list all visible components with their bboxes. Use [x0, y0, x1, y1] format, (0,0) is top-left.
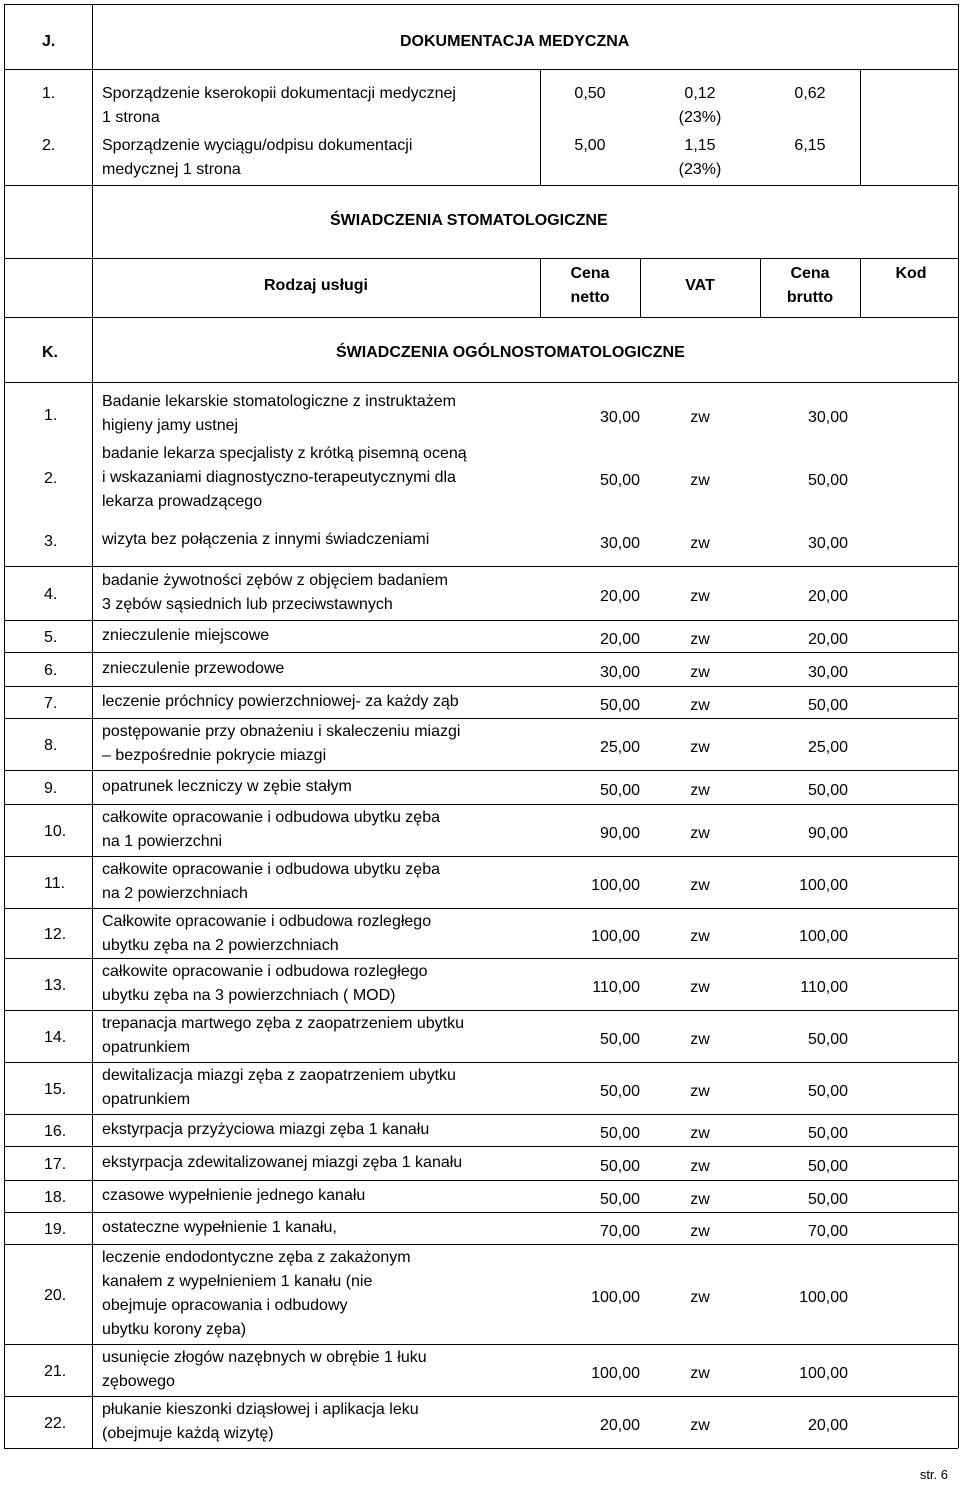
row-number: 14. — [44, 1029, 67, 1046]
row-vat: zw — [690, 664, 710, 681]
row-vat: zw — [690, 1191, 710, 1208]
row-vat: zw — [690, 1083, 710, 1100]
grid-line — [4, 958, 958, 959]
j-item-price-net: 5,00 — [574, 137, 606, 154]
grid-line — [4, 4, 5, 1448]
row-price-net: 25,00 — [599, 739, 640, 756]
row-description: higieny jamy ustnej — [102, 417, 239, 434]
row-description: obejmuje opracowania i odbudowy — [102, 1297, 348, 1314]
grid-line — [4, 1114, 958, 1115]
grid-line — [4, 718, 958, 719]
grid-line — [4, 620, 958, 621]
row-price-gross: 50,00 — [807, 472, 848, 489]
row-price-net: 20,00 — [599, 1417, 640, 1434]
j-item-description: Sporządzenie wyciągu/odpisu dokumentacji — [102, 137, 413, 154]
grid-line — [4, 4, 958, 5]
row-number: 2. — [44, 470, 58, 487]
row-description: – bezpośrednie pokrycie miazgi — [102, 747, 327, 764]
row-price-net: 90,00 — [599, 825, 640, 842]
row-price-gross: 25,00 — [807, 739, 848, 756]
row-description: ekstyrpacja przyżyciowa miazgi zęba 1 kanału — [102, 1121, 430, 1138]
row-description: trepanacja martwego zęba z zaopatrzeniem ubytku — [102, 1015, 464, 1032]
j-item-description: medycznej 1 strona — [102, 161, 241, 178]
row-description: czasowe wypełnienie jednego kanału — [102, 1187, 366, 1204]
row-vat: zw — [690, 1365, 710, 1382]
row-number: 18. — [44, 1189, 67, 1206]
row-description: znieczulenie miejscowe — [102, 627, 270, 644]
row-vat: zw — [690, 782, 710, 799]
grid-line — [4, 804, 958, 805]
row-description: płukanie kieszonki dziąsłowej i aplikacja leku — [102, 1401, 419, 1418]
row-number: 6. — [44, 662, 58, 679]
row-description: na 1 powierzchni — [102, 833, 223, 850]
row-number: 20. — [44, 1287, 67, 1304]
j-item-price-net: 0,50 — [574, 85, 606, 102]
row-number: 4. — [44, 586, 58, 603]
row-price-gross: 100,00 — [799, 877, 848, 894]
row-description: opatrunkiem — [102, 1039, 191, 1056]
row-description: opatrunek leczniczy w zębie stałym — [102, 778, 352, 795]
j-item-vat-rate: (23%) — [678, 109, 722, 126]
row-description: leczenie próchnicy powierzchniowej- za każdy ząb — [102, 693, 459, 710]
row-description: całkowite opracowanie i odbudowa ubytku zęba — [102, 809, 440, 826]
row-price-net: 50,00 — [599, 1125, 640, 1142]
row-number: 7. — [44, 695, 58, 712]
section-stomat-title: ŚWIADCZENIA STOMATOLOGICZNE — [330, 212, 608, 229]
grid-line — [4, 686, 958, 687]
section-j-title: DOKUMENTACJA MEDYCZNA — [400, 33, 630, 50]
row-price-net: 20,00 — [599, 631, 640, 648]
row-vat: zw — [690, 1289, 710, 1306]
row-description: kanałem z wypełnieniem 1 kanału (nie — [102, 1273, 373, 1290]
j-item-price-gross: 6,15 — [794, 137, 826, 154]
grid-line — [4, 566, 958, 567]
grid-line — [4, 770, 958, 771]
j-item-description: Sporządzenie kserokopii dokumentacji medycznej — [102, 85, 456, 102]
grid-line — [4, 1010, 958, 1011]
row-price-gross: 100,00 — [799, 928, 848, 945]
j-item-vat: 1,15 — [684, 137, 716, 154]
page-number: str. 6 — [919, 1467, 948, 1482]
row-price-gross: 50,00 — [807, 1158, 848, 1175]
row-price-gross: 30,00 — [807, 409, 848, 426]
grid-line — [4, 1062, 958, 1063]
grid-line — [4, 1244, 958, 1245]
row-price-net: 30,00 — [599, 409, 640, 426]
row-description: (obejmuje każdą wizytę) — [102, 1425, 274, 1442]
row-price-gross: 30,00 — [807, 535, 848, 552]
row-description: 3 zębów sąsiednich lub przeciwstawnych — [102, 596, 393, 613]
grid-line — [4, 1396, 958, 1397]
grid-line — [4, 1146, 958, 1147]
row-price-net: 50,00 — [599, 1158, 640, 1175]
header-code: Kod — [895, 265, 927, 282]
header-service: Rodzaj usługi — [264, 277, 368, 294]
header-vat: VAT — [685, 277, 715, 294]
row-vat: zw — [690, 928, 710, 945]
row-price-net: 110,00 — [592, 979, 640, 996]
row-description: ubytku korony zęba) — [102, 1321, 247, 1338]
row-vat: zw — [690, 1031, 710, 1048]
row-vat: zw — [690, 1158, 710, 1175]
row-vat: zw — [690, 877, 710, 894]
row-description: usunięcie złogów nazębnych w obrębie 1 łuku — [102, 1349, 427, 1366]
row-price-gross: 50,00 — [807, 1083, 848, 1100]
grid-line — [4, 1180, 958, 1181]
grid-line — [4, 69, 958, 70]
row-price-net: 50,00 — [599, 782, 640, 799]
section-k-letter: K. — [42, 344, 58, 361]
grid-line — [4, 856, 958, 857]
row-vat: zw — [690, 535, 710, 552]
row-vat: zw — [690, 1125, 710, 1142]
row-description: Badanie lekarskie stomatologiczne z instruktażem — [102, 393, 456, 410]
grid-line — [92, 4, 93, 1448]
row-description: badanie żywotności zębów z objęciem badaniem — [102, 572, 448, 589]
row-price-gross: 20,00 — [807, 631, 848, 648]
row-price-gross: 50,00 — [807, 1191, 848, 1208]
grid-line — [4, 1344, 958, 1345]
row-number: 15. — [44, 1081, 67, 1098]
grid-line — [4, 382, 958, 383]
grid-line — [860, 258, 861, 317]
row-description: leczenie endodontyczne zęba z zakażonym — [102, 1249, 411, 1266]
header-price-net: netto — [570, 289, 610, 306]
row-description: zębowego — [102, 1373, 175, 1390]
row-description: całkowite opracowanie i odbudowa ubytku zęba — [102, 861, 440, 878]
row-number: 22. — [44, 1415, 67, 1432]
row-number: 16. — [44, 1123, 67, 1140]
row-number: 8. — [44, 737, 58, 754]
grid-line — [860, 69, 861, 185]
row-price-net: 100,00 — [591, 877, 640, 894]
row-description: postępowanie przy obnażeniu i skaleczeniu miazgi — [102, 723, 461, 740]
j-item-vat-rate: (23%) — [678, 161, 722, 178]
row-price-gross: 100,00 — [799, 1289, 848, 1306]
row-number: 10. — [44, 823, 67, 840]
row-price-gross: 70,00 — [807, 1223, 848, 1240]
j-item-number: 1. — [42, 85, 56, 102]
row-number: 9. — [44, 780, 58, 797]
j-item-number: 2. — [42, 137, 56, 154]
grid-line — [4, 908, 958, 909]
row-price-net: 100,00 — [591, 1289, 640, 1306]
row-number: 5. — [44, 629, 58, 646]
row-vat: zw — [690, 1223, 710, 1240]
j-item-vat: 0,12 — [684, 85, 716, 102]
row-price-gross: 110,00 — [800, 979, 848, 996]
row-price-gross: 20,00 — [807, 1417, 848, 1434]
row-price-gross: 90,00 — [807, 825, 848, 842]
row-description: znieczulenie przewodowe — [102, 660, 285, 677]
row-number: 1. — [44, 407, 58, 424]
row-description: ubytku zęba na 3 powierzchniach ( MOD) — [102, 987, 396, 1004]
row-description: wizyta bez połączenia z innymi świadczeniami — [102, 531, 430, 548]
row-vat: zw — [690, 697, 710, 714]
row-price-gross: 50,00 — [807, 697, 848, 714]
row-price-gross: 50,00 — [807, 1031, 848, 1048]
row-vat: zw — [690, 588, 710, 605]
row-description: Całkowite opracowanie i odbudowa rozległego — [102, 913, 432, 930]
row-description: ubytku zęba na 2 powierzchniach — [102, 937, 339, 954]
row-vat: zw — [690, 409, 710, 426]
row-vat: zw — [690, 1417, 710, 1434]
row-number: 3. — [44, 533, 58, 550]
row-price-net: 100,00 — [591, 1365, 640, 1382]
row-price-gross: 100,00 — [799, 1365, 848, 1382]
row-description: opatrunkiem — [102, 1091, 191, 1108]
row-price-gross: 30,00 — [807, 664, 848, 681]
grid-line — [4, 258, 958, 259]
row-price-net: 50,00 — [599, 1031, 640, 1048]
row-price-gross: 20,00 — [807, 588, 848, 605]
row-description: na 2 powierzchniach — [102, 885, 248, 902]
j-item-price-gross: 0,62 — [794, 85, 826, 102]
row-description: i wskazaniami diagnostyczno-terapeutycznymi dla — [102, 469, 456, 486]
row-price-net: 30,00 — [599, 664, 640, 681]
row-vat: zw — [690, 825, 710, 842]
row-description: ostateczne wypełnienie 1 kanału, — [102, 1219, 337, 1236]
row-price-net: 20,00 — [599, 588, 640, 605]
row-vat: zw — [690, 472, 710, 489]
row-price-net: 70,00 — [599, 1223, 640, 1240]
row-number: 11. — [44, 875, 66, 892]
header-price-net: Cena — [570, 265, 610, 282]
row-vat: zw — [690, 739, 710, 756]
row-number: 19. — [44, 1221, 67, 1238]
section-j-letter: J. — [42, 33, 56, 50]
grid-line — [4, 1212, 958, 1213]
section-k-title: ŚWIADCZENIA OGÓLNOSTOMATOLOGICZNE — [336, 344, 685, 361]
grid-line — [4, 317, 958, 318]
row-description: ekstyrpacja zdewitalizowanej miazgi zęba 1 kanału — [102, 1154, 463, 1171]
row-number: 13. — [44, 977, 67, 994]
grid-line — [4, 1448, 958, 1449]
grid-line — [4, 185, 958, 186]
row-price-net: 50,00 — [599, 697, 640, 714]
row-number: 17. — [44, 1156, 67, 1173]
row-description: badanie lekarza specjalisty z krótką pisemną oceną — [102, 445, 467, 462]
row-price-net: 30,00 — [599, 535, 640, 552]
j-item-description: 1 strona — [102, 109, 160, 126]
row-price-net: 50,00 — [599, 472, 640, 489]
row-price-net: 100,00 — [591, 928, 640, 945]
row-number: 21. — [44, 1363, 67, 1380]
header-price-gross: brutto — [786, 289, 834, 306]
grid-line — [4, 652, 958, 653]
header-price-gross: Cena — [790, 265, 830, 282]
row-price-gross: 50,00 — [807, 1125, 848, 1142]
row-description: dewitalizacja miazgi zęba z zaopatrzeniem ubytku — [102, 1067, 456, 1084]
grid-line — [958, 4, 959, 1448]
row-vat: zw — [690, 631, 710, 648]
row-price-net: 50,00 — [599, 1191, 640, 1208]
row-price-gross: 50,00 — [807, 782, 848, 799]
row-description: lekarza prowadzącego — [102, 493, 263, 510]
row-price-net: 50,00 — [599, 1083, 640, 1100]
row-description: całkowite opracowanie i odbudowa rozległego — [102, 963, 428, 980]
row-number: 12. — [44, 926, 67, 943]
row-vat: zw — [690, 979, 710, 996]
